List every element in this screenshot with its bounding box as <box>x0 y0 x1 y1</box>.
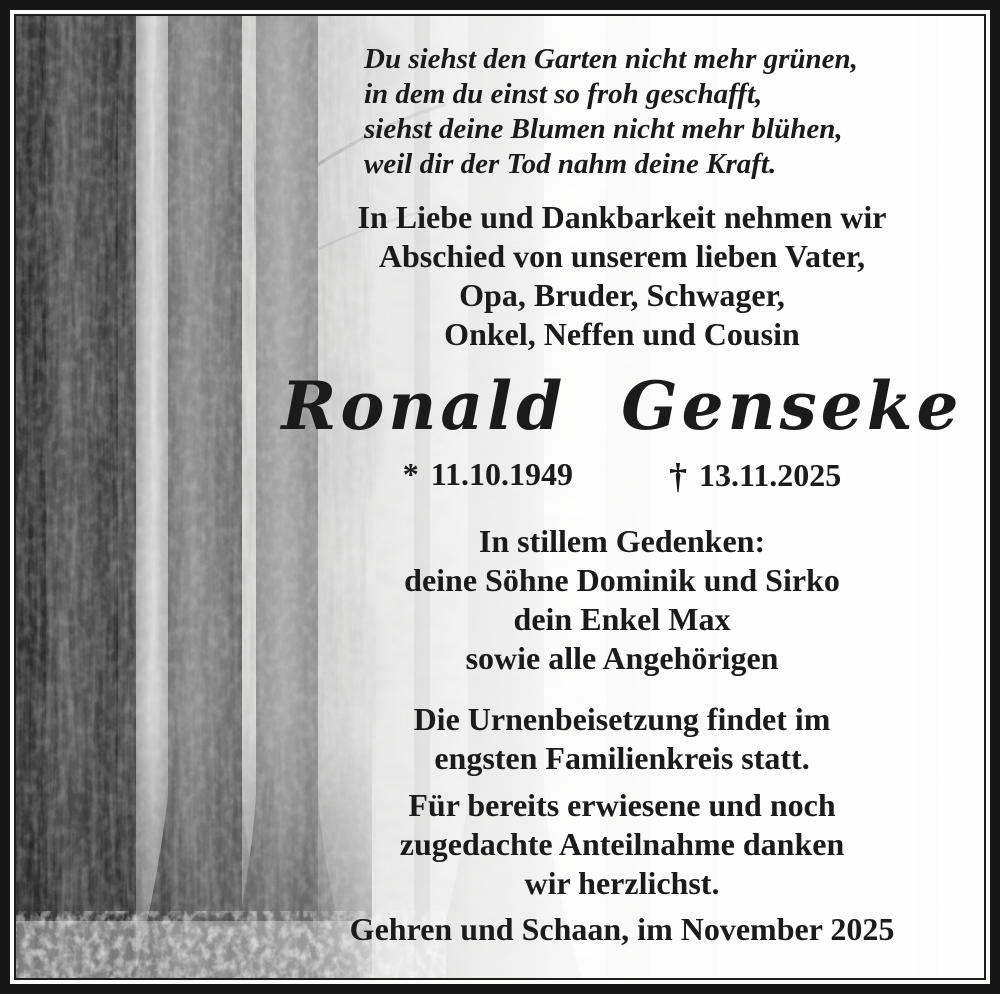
birth-date-group <box>403 454 573 495</box>
birth-star-symbol: * <box>402 456 419 492</box>
poem-line: in dem du einst so froh geschafft, <box>364 78 763 110</box>
deceased-name: Ronald Genseke <box>281 367 963 445</box>
mourners-line: dein Enkel Max <box>513 601 731 637</box>
intro-line: Onkel, Neffen und Cousin <box>444 316 800 352</box>
funeral-line: engsten Familienkreis statt. <box>434 740 810 776</box>
memorial-poem <box>364 42 858 182</box>
poem-line: Du siehst den Garten nicht mehr grünen, <box>364 43 858 75</box>
obituary-text <box>16 16 984 978</box>
intro-line: In Liebe und Dankbarkeit nehmen wir <box>357 199 887 235</box>
deceased-name-block <box>260 364 984 448</box>
death-date: 13.11.2025 <box>699 457 842 493</box>
funeral-note <box>260 700 984 778</box>
obituary-card <box>14 14 986 980</box>
poem-line: siehst deine Blumen nicht mehr blühen, <box>364 113 843 145</box>
death-date-group <box>669 454 841 495</box>
mourners-block <box>260 522 984 678</box>
thanks-line: Für bereits erwiesene und noch <box>408 787 836 823</box>
life-dates <box>260 454 984 495</box>
mourners-line: sowie alle Angehörigen <box>465 640 779 676</box>
farewell-intro <box>260 198 984 354</box>
place-date-line: Gehren und Schaan, im November 2025 <box>349 911 895 947</box>
thanks-line: zugedachte Anteilnahme danken <box>399 826 845 862</box>
thanks-line: wir herzlichst. <box>524 865 720 901</box>
frame-white-gap <box>10 10 990 984</box>
thanks-note <box>260 786 984 903</box>
death-cross-symbol: † <box>669 456 687 496</box>
poem-line: weil dir der Tod nahm deine Kraft. <box>364 148 777 180</box>
birth-date: 11.10.1949 <box>430 456 573 492</box>
mourners-line: deine Söhne Dominik und Sirko <box>404 562 840 598</box>
intro-line: Abschied von unserem lieben Vater, <box>378 238 866 274</box>
funeral-line: Die Urnenbeisetzung findet im <box>413 701 831 737</box>
intro-line: Opa, Bruder, Schwager, <box>459 277 785 313</box>
mourners-line: In stillem Gedenken: <box>478 523 766 559</box>
